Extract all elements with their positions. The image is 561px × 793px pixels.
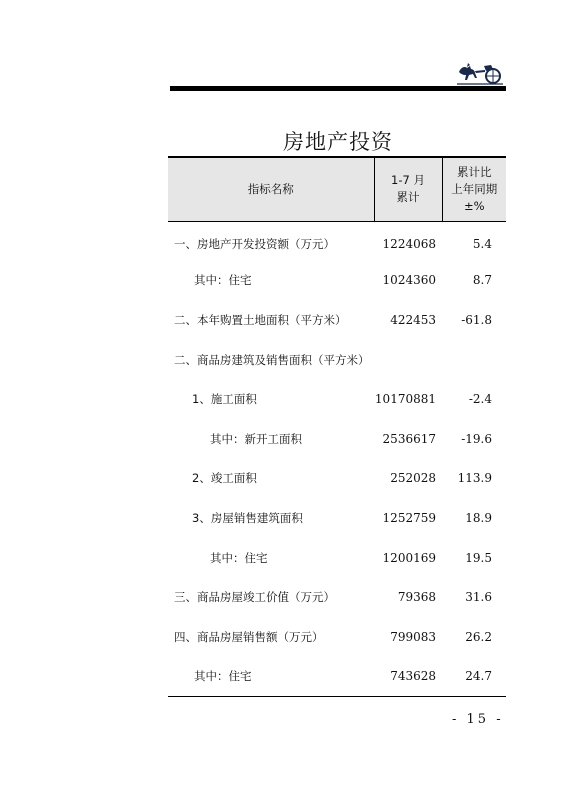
statistics-table-container <box>168 156 506 697</box>
table-body <box>168 221 506 696</box>
row-change: 24.7 <box>442 657 506 697</box>
header-rule <box>170 86 506 91</box>
row-change: 26.2 <box>465 629 492 644</box>
table-row <box>168 657 506 697</box>
table-header-row <box>168 157 506 221</box>
row-value: 743628 <box>374 657 442 697</box>
row-value: 252028 <box>390 471 436 486</box>
row-change: -61.8 <box>461 312 492 327</box>
table-row <box>168 379 506 419</box>
row-change: 31.6 <box>465 590 492 605</box>
real-estate-investment-table <box>168 156 506 697</box>
header-change-line1: 累计比 <box>457 164 492 179</box>
row-change: 5.4 <box>472 237 492 252</box>
row-name: 其中：住宅 <box>194 273 252 288</box>
row-value: 799083 <box>390 629 436 644</box>
table-row <box>168 300 506 340</box>
row-value: 79368 <box>397 590 436 605</box>
row-change: -2.4 <box>468 392 492 407</box>
row-name: 1、施工面积 <box>192 392 257 407</box>
header-period-line2: 累计 <box>396 190 420 205</box>
row-value: 1224068 <box>382 237 436 252</box>
row-value: 1252759 <box>382 510 436 525</box>
row-name: 其中：住宅 <box>168 657 374 697</box>
header-indicator-name <box>168 157 374 221</box>
table-row <box>168 221 506 261</box>
row-change: 113.9 <box>457 471 492 486</box>
row-name: 其中：新开工面积 <box>210 431 302 446</box>
row-name: 四、商品房屋销售额（万元） <box>174 629 324 644</box>
table-row <box>168 340 506 380</box>
row-value <box>374 340 442 380</box>
header-period-line1: 1-7 月 <box>391 173 425 188</box>
table-row <box>168 419 506 459</box>
row-value: 1024360 <box>382 273 436 288</box>
table-row <box>168 459 506 499</box>
header-indicator-label: 指标名称 <box>247 181 294 196</box>
row-value: 10170881 <box>374 392 436 407</box>
page-title: 房地产投资 <box>283 130 393 155</box>
row-value: 1200169 <box>382 550 436 565</box>
row-name: 其中：住宅 <box>210 550 268 565</box>
row-change <box>442 340 506 380</box>
table-row <box>168 538 506 578</box>
row-name: 二、商品房建筑及销售面积（平方米） <box>174 352 370 367</box>
row-change: 19.5 <box>465 550 492 565</box>
row-name: 一、房地产开发投资额（万元） <box>174 237 335 252</box>
header-change <box>442 157 506 221</box>
row-change: 8.7 <box>472 273 492 288</box>
header-period <box>374 157 442 221</box>
row-value: 2536617 <box>382 431 436 446</box>
header-change-line3: ±% <box>463 198 485 213</box>
page-number: - 15 - <box>452 712 504 727</box>
row-value: 422453 <box>390 312 436 327</box>
row-name: 三、商品房屋竣工价值（万元） <box>174 590 335 605</box>
row-name: 2、竣工面积 <box>192 471 257 486</box>
table-row <box>168 617 506 657</box>
table-row <box>168 498 506 538</box>
header-change-line2: 上年同期 <box>451 181 498 196</box>
row-change: 18.9 <box>465 510 492 525</box>
row-name: 二、本年购置土地面积（平方米） <box>174 312 347 327</box>
horse-chariot-logo <box>455 58 505 86</box>
table-row <box>168 577 506 617</box>
row-name: 3、房屋销售建筑面积 <box>192 510 303 525</box>
row-change: -19.6 <box>461 431 492 446</box>
table-row <box>168 261 506 301</box>
